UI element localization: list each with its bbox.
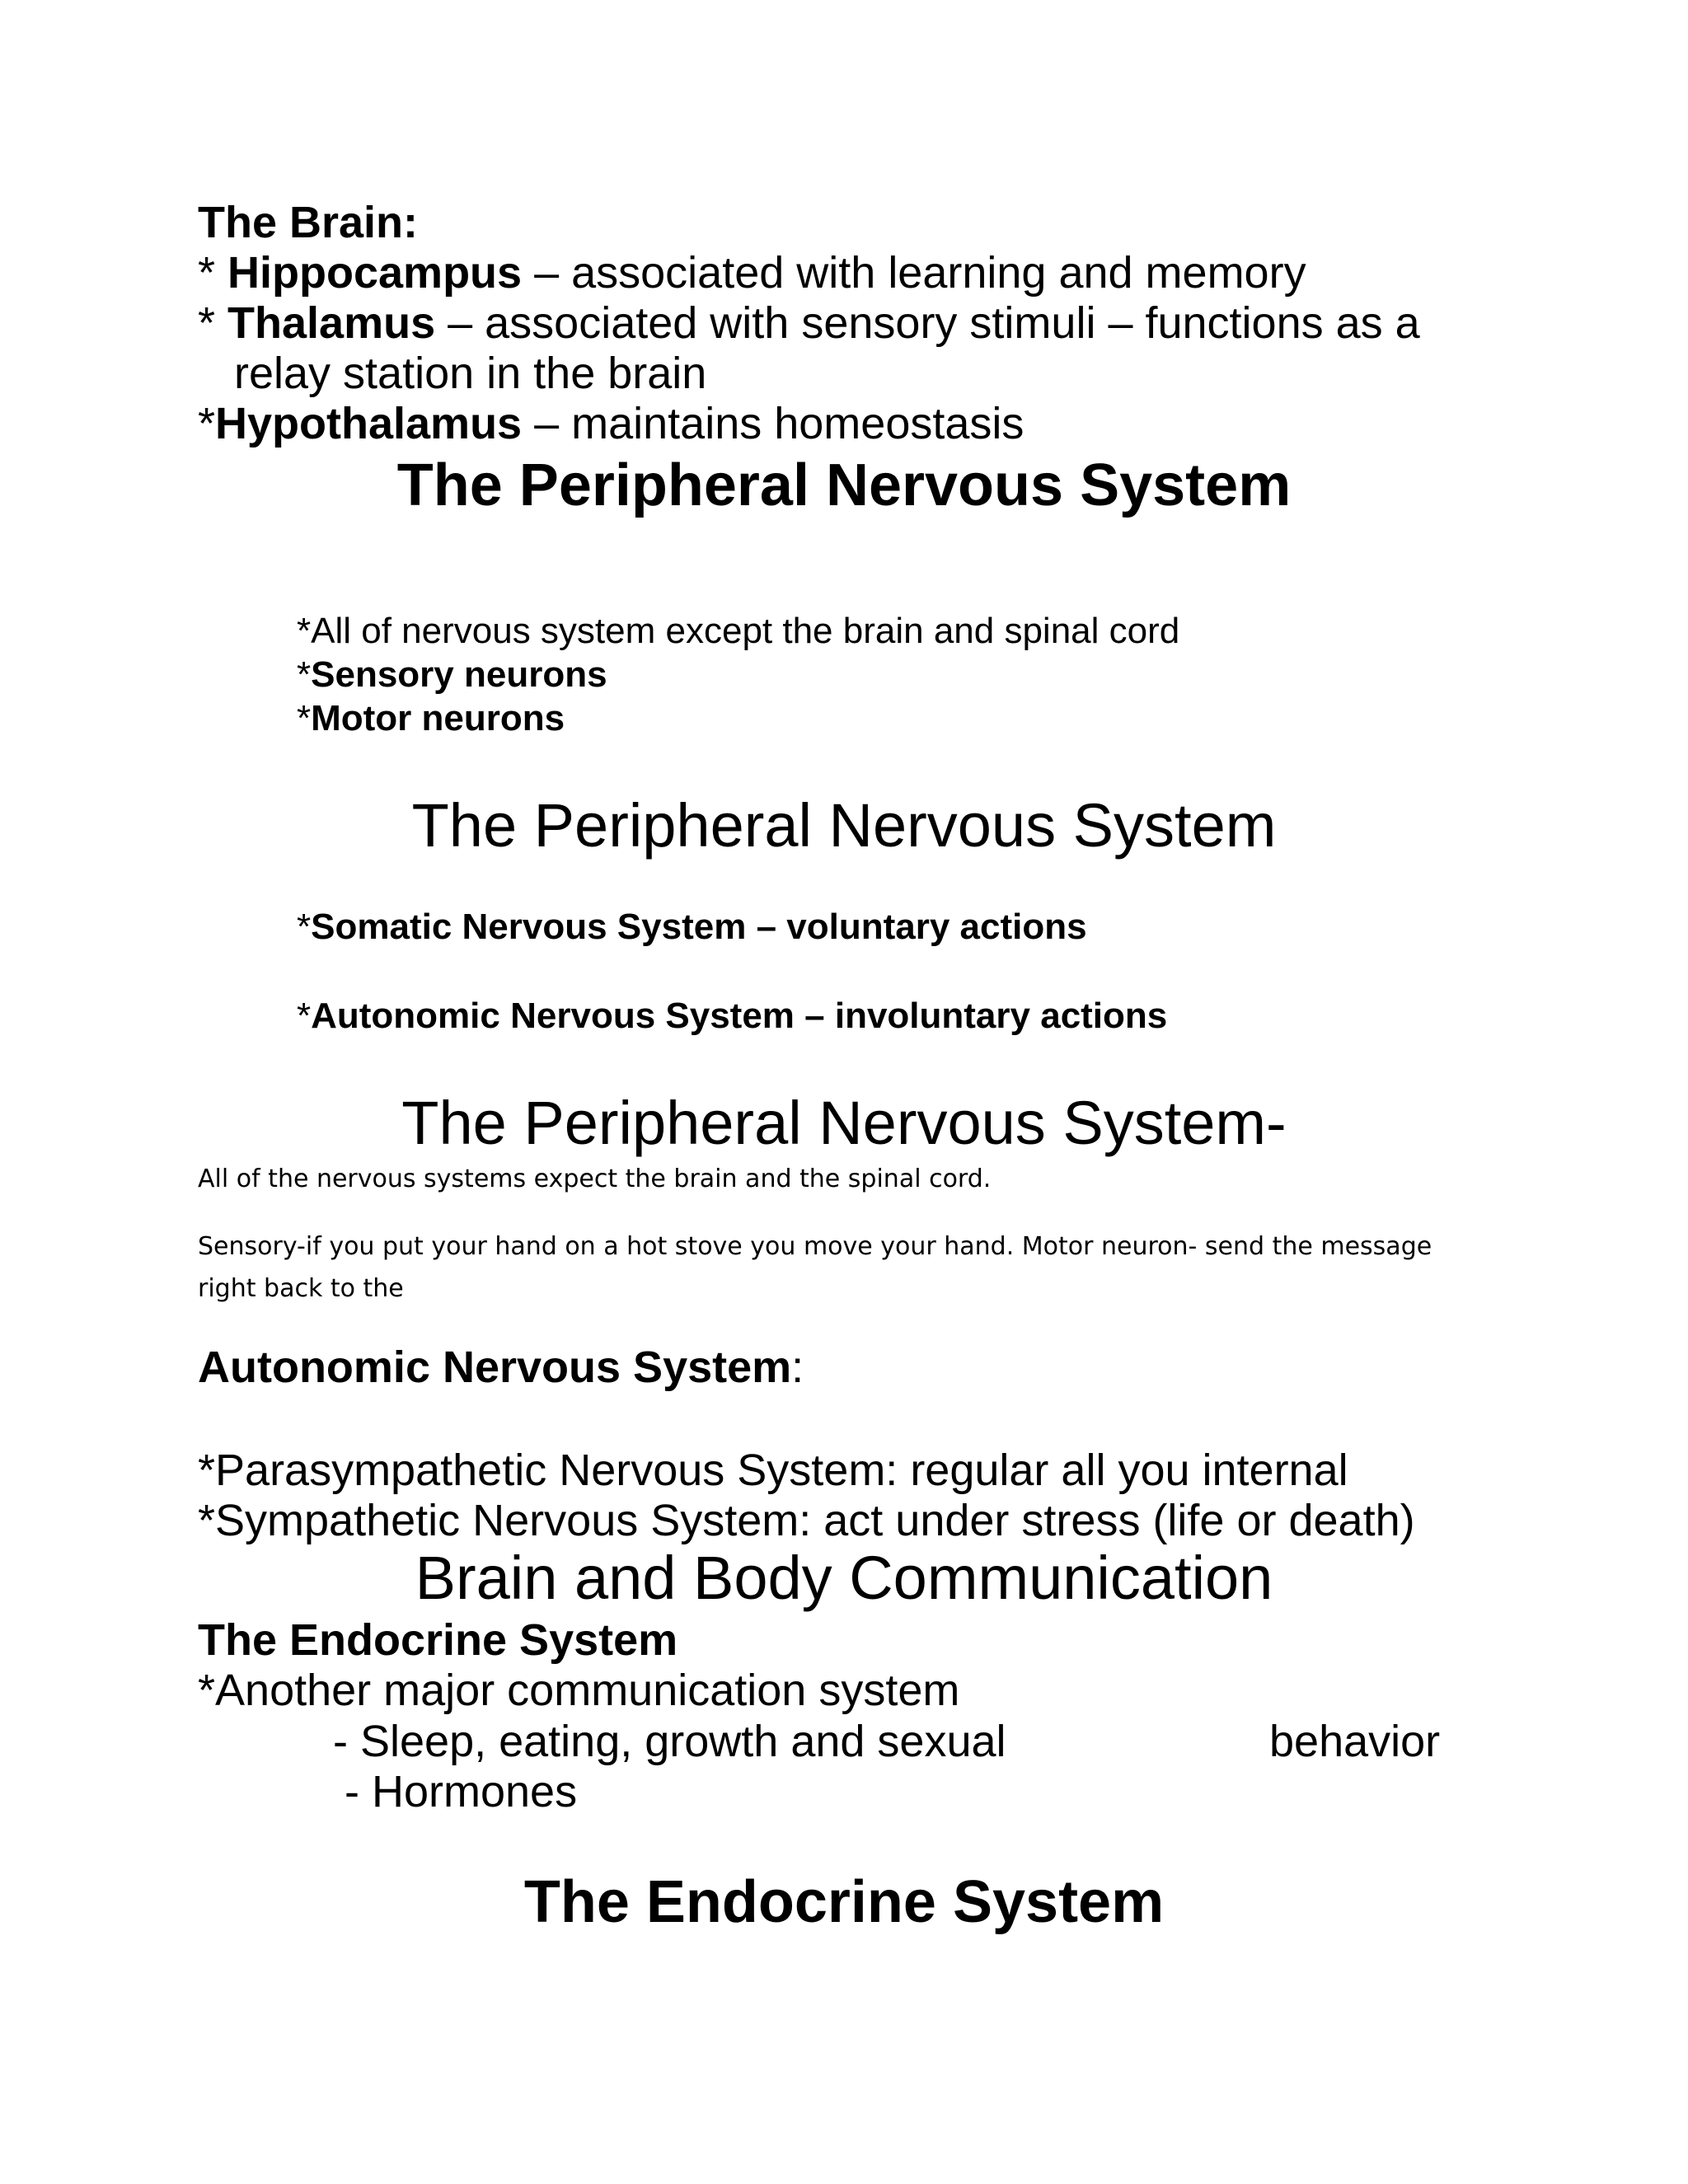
- bullet-marker: *: [198, 248, 228, 298]
- hippocampus-desc: – associated with learning and memory: [522, 248, 1306, 298]
- communication-bullet-1: - Sleep, eating, growth and sexual: [333, 1717, 1006, 1766]
- pns1-item-3: [297, 698, 565, 738]
- pns1-item-2: [297, 654, 607, 695]
- note-line-1: All of the nervous systems expect the brain and the spinal cord.: [198, 1165, 992, 1193]
- pns-title-2: The Peripheral Nervous System: [411, 791, 1277, 860]
- hypothalamus-term: Hypothalamus: [215, 399, 523, 448]
- ans-heading: [198, 1345, 804, 1390]
- thalamus-continuation: relay station in the brain: [234, 349, 707, 398]
- bullet-marker: *: [198, 298, 228, 348]
- thalamus-desc: – associated with sensory stimuli – functions as a: [435, 298, 1420, 348]
- thalamus-line: [198, 298, 1420, 348]
- ans-item-1: *Parasympathetic Nervous System: regular all you internal: [198, 1446, 1348, 1495]
- pns1-item-text: Motor neurons: [311, 698, 565, 738]
- brain-heading: The Brain:: [198, 198, 419, 247]
- communication-intro: *Another major communication system: [198, 1666, 960, 1715]
- bullet-marker: *: [297, 907, 312, 947]
- bullet-marker: *: [297, 698, 312, 738]
- communication-title: Brain and Body Communication: [415, 1544, 1273, 1612]
- pns1-item-text: All of nervous system except the brain and spinal cord: [311, 611, 1180, 651]
- pns1-item-1: [297, 613, 1179, 649]
- note-line-2: Sensory-if you put your hand on a hot stove you move your hand. Motor neuron- send the message: [198, 1232, 1432, 1261]
- pns1-item-text: Sensory neurons: [311, 654, 607, 695]
- communication-bullet-1-tail: behavior: [1269, 1717, 1441, 1766]
- hypothalamus-line: [198, 401, 1024, 446]
- bullet-marker: *: [198, 399, 216, 448]
- pns2-item-text: Somatic Nervous System – voluntary actions: [311, 907, 1087, 947]
- pns2-item-text: Autonomic Nervous System – involuntary actions: [311, 996, 1168, 1036]
- pns2-item-1: [297, 909, 1087, 945]
- communication-bullet-2: - Hormones: [345, 1767, 578, 1816]
- bullet-marker: *: [297, 611, 312, 651]
- ans-item-2: *Sympathetic Nervous System: act under stress (life or death): [198, 1496, 1415, 1545]
- bullet-marker: *: [297, 654, 312, 695]
- hypothalamus-desc: – maintains homeostasis: [522, 399, 1025, 448]
- pns-title-3: The Peripheral Nervous System-: [401, 1089, 1287, 1157]
- note-line-3: right back to the: [198, 1274, 404, 1303]
- ans-heading-text: Autonomic Nervous System: [198, 1343, 792, 1392]
- endocrine-subheading: The Endocrine System: [198, 1615, 678, 1665]
- thalamus-term: Thalamus: [227, 298, 436, 348]
- hippocampus-term: Hippocampus: [227, 248, 523, 298]
- ans-heading-colon: :: [791, 1343, 804, 1392]
- pns2-item-2: [297, 998, 1167, 1034]
- bullet-marker: *: [297, 996, 312, 1036]
- endocrine-title: The Endocrine System: [523, 1869, 1165, 1935]
- hippocampus-line: [198, 248, 1306, 298]
- pns-title-1: The Peripheral Nervous System: [396, 452, 1292, 518]
